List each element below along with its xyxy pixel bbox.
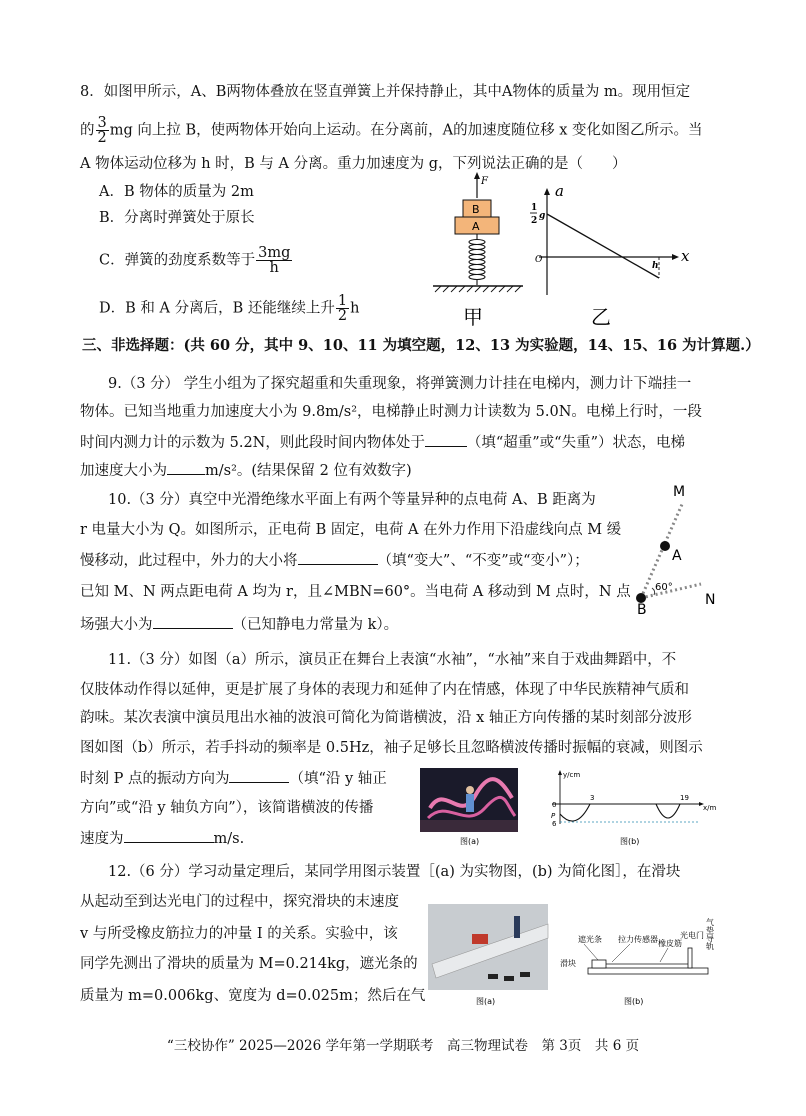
g-label: g [539,211,546,221]
point-n-label: N [705,592,716,608]
q9-blank-1[interactable] [425,432,467,447]
q11-figure-a [420,768,520,848]
q11-figure-b [540,768,720,848]
q12-line5: 质量为 m=0.006kg、宽度为 d=0.025m；然后在气 [80,988,426,1004]
q11-line5: 时刻 P 点的振动方向为 （填“沿 y 轴正 [80,768,387,789]
q12-figure-b-caption: 图(b) [624,997,644,1006]
label-qidian-daogui [706,917,715,951]
q12-figure-a-caption: 图(a) [476,997,496,1006]
q10-blank-2[interactable] [153,614,233,629]
wave-segment-1 [560,804,590,821]
q8-option-c: C．弹簧的劲度系数等于 $\frac{3mg}{h}$ [99,245,291,276]
q8-option-a: A．B 物体的质量为 2m [99,184,254,200]
q9-line3: 时间内测力计的示数为 5.2N，则此段时间内物体处于 （填“超重”或“失重”）状态，电梯 [80,432,685,453]
figure-jia-caption: 甲 [463,305,483,329]
q8-line2: 的 $\frac{3}{2}$ mg 向上拉 B，使两物体开始向上运动。在分离前，A的加速度随位移 x 变化如图乙所示。当 [80,115,703,146]
charge-b-label: B [637,602,647,618]
q11-line4: 图如图（b）所示，若手抖动的频率是 0.5Hz，袖子足够长且忽略横波传播时振幅的衰减，则图示 [80,740,703,756]
q8-option-d-fraction: $\frac{1}{2}$ [337,293,348,324]
section3-heading: 三、非选择题：(共 60 分，其中 9、10、11 为填空题，12、13 为实验题，14、15、16 为计算题.） [82,337,760,354]
q12-figure-a [428,904,550,1010]
q8-figure-yi [525,180,700,330]
q10-figure [625,478,735,618]
q9-line1: 9.（3 分） 学生小组为了探究超重和失重现象，将弹簧测力计挂在电梯内，测力计下端挂一 [108,376,692,392]
q12-line1: 12.（6 分）学习动量定理后，某同学用图示装置［(a) 为实物图，(b) 为简化图］，在滑块 [108,864,681,880]
wave-y-label: y/cm [563,771,581,779]
q10-line2: r 电量大小为 Q。如图所示，正电荷 B 固定，电荷 A 在外力作用下沿虚线向点 M 缓 [80,522,622,538]
label-zheguangtiao: 遮光条 [578,935,602,944]
wave-six-label: 6 [552,820,557,828]
photogate [688,948,692,968]
wave-x-label: x/m [703,804,717,812]
q11-line7: 速度为 m/s. [80,828,244,849]
figure-b-caption: 图(b) [620,837,640,846]
q8-figure-jia [425,170,538,330]
spring [469,234,485,285]
wave-tick-19: 19 [680,794,689,802]
wave-segment-2 [656,804,680,818]
wave-origin: 0 [552,801,557,809]
angle-label: 60° [655,582,673,593]
q8-line1: 8．如图甲所示，A、B两物体叠放在竖直弹簧上并保持静止，其中A物体的质量为 m。现用恒定 [80,84,691,100]
half-den: 2 [531,216,538,226]
q11-blank-1[interactable] [229,768,289,783]
q11-line3: 韵味。某次表演中演员甩出水袖的波浪可简化为简谐横波，沿 x 轴正方向传播的某时刻部分波形 [80,710,692,726]
label-xiangpijin: 橡皮筋 [658,939,682,948]
q12-line4: 同学先测出了滑块的质量为 M=0.214kg，遮光条的 [80,956,418,972]
q9-line4: 加速度大小为 m/s²。(结果保留 2 位有效数字) [80,460,412,481]
a-axis-label: a [555,182,564,200]
q9-line2: 物体。已知当地重力加速度大小为 9.8m/s²，电梯静止时测力计读数为 5.0N。电梯上行时，一段 [80,404,702,420]
q10-blank-1[interactable] [298,550,378,565]
x-axis-label: x [681,247,690,265]
q8-line3: A 物体运动位移为 h 时，B 与 A 分离。重力加速度为 g，下列说法正确的是（ ） [80,156,627,172]
a-x-line [547,214,659,278]
label-lali-sensor: 拉力传感器 [618,935,658,944]
q12-line3: v 与所受橡皮筋拉力的冲量 I 的关系。实验中，该 [80,926,398,942]
page-footer: “三校协作” 2025—2026 学年第一学期联考 高三物理试卷 第 3页 共 6 页 [166,1038,640,1054]
label-huakuai: 滑块 [560,959,576,968]
label-guangdianmen: 光电门 [680,931,704,940]
block-a-label: A [472,220,480,233]
q9-blank-2[interactable] [167,460,205,475]
q8-option-c-fraction: $\frac{3mg}{h}$ [258,245,291,276]
q8-fraction: $\frac{3}{2}$ [97,115,107,146]
q11-blank-2[interactable] [124,828,214,843]
charge-a [660,541,670,551]
q10-line3: 慢移动，此过程中，外力的大小将 （填“变大”、“不变”或“变小”）； [80,550,589,571]
wave-tick-3: 3 [590,794,595,802]
origin-label: O [535,255,543,265]
svg-text:气垫导轨: 气垫导轨 [705,918,715,950]
half-num: 1 [531,203,538,213]
q10-line4: 已知 M、N 两点距电荷 A 均为 r，且∠MBN=60°。当电荷 A 移动到 M 点时，N 点 [80,584,631,600]
q8-option-d: D．B 和 A 分离后，B 还能继续上升 $\frac{1}{2}$ h [99,293,360,324]
air-track [588,968,708,974]
block-b-label: B [472,203,480,216]
q11-line2: 仅肢体动作得以延伸，更是扩展了身体的表现力和延伸了内在情感，体现了中华民族精神气质和 [80,682,689,698]
h-label: h [652,261,659,271]
point-m-label: M [673,484,686,500]
ground-hatch [435,286,521,292]
force-label: F [481,176,488,187]
q11-line6: 方向”或“沿 y 轴负方向”），该简谐横波的传播 [80,800,374,816]
q11-line1: 11.（3 分）如图（a）所示，演员正在舞台上表演“水袖”，“水袖”来自于戏曲舞蹈中，不 [108,652,677,668]
q12-figure-b [560,904,720,1010]
q8-option-b: B．分离时弹簧处于原长 [99,210,255,226]
slider-block [592,960,606,968]
q12-line2: 从起动至到达光电门的过程中，探究滑块的末速度 [80,894,399,910]
figure-yi-caption: 乙 [591,305,611,329]
charge-a-label: A [672,548,682,564]
figure-a-caption: 图(a) [460,837,480,846]
q10-line1: 10.（3 分）真空中光滑绝缘水平面上有两个等量异种的点电荷 A、B 距离为 [108,492,596,508]
wave-p-label: P [551,812,556,820]
q10-line5: 场强大小为 （已知静电力常量为 k）。 [80,614,398,635]
